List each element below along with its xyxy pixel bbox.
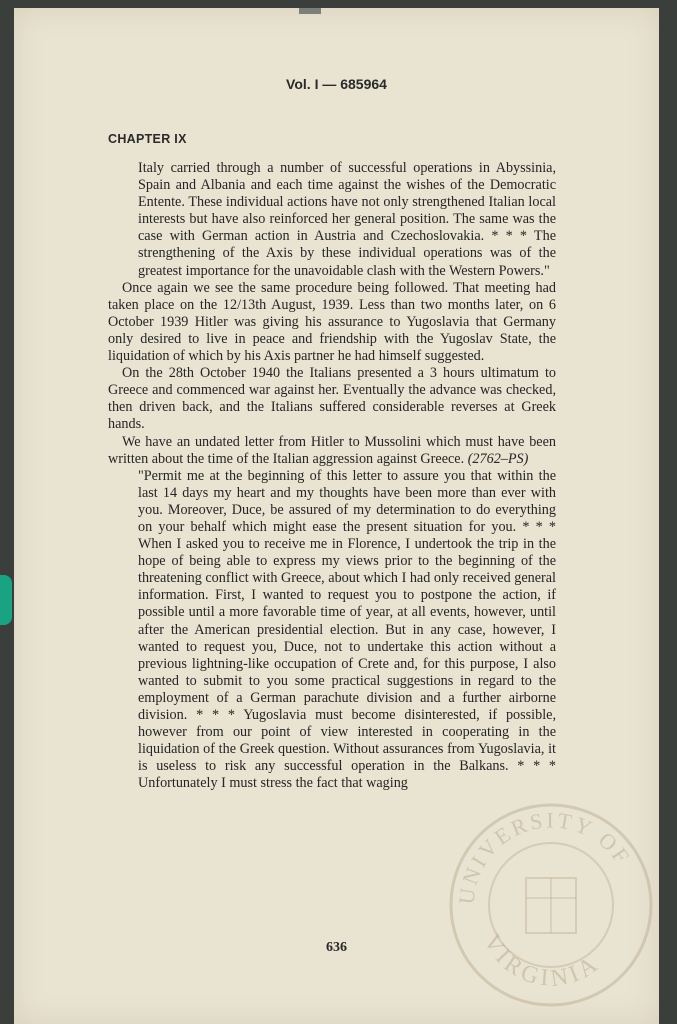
document-page	[14, 8, 659, 1024]
page-number: 636	[326, 940, 347, 955]
seal-text-top: UNIVERSITY OF	[453, 807, 637, 906]
page-clip	[299, 8, 321, 14]
body-paragraph-3: On the 28th October 1940 the Italians presented a 3 hours ultimatum to Greece and commenced war against her. Eventually the advance was checked, then driven back, and the Italians suffered considerable reverses at Greek hands.	[108, 365, 556, 433]
body-paragraph-4-text: We have an undated letter from Hitler to Mussolini which must have been written about the time of the Italian aggression against Greece.	[108, 433, 556, 467]
quote-paragraph-1: Italy carried through a number of successful operations in Abyssinia, Spain and Albania and each time against the wishes of the Democratic Entente. These individual actions have not only strengthened Italian local interests but have also reinforced her general position. The same was the case with German action in Austria and Czechoslovakia. * * * The strengthening of the Axis by these individual operations was of the greatest importance for the unavoidable clash with the Western Powers."	[138, 160, 556, 279]
side-tab	[0, 575, 12, 625]
chapter-heading: CHAPTER IX	[108, 132, 187, 146]
svg-text:VIRGINIA	[478, 930, 605, 992]
citation-reference: (2762–PS)	[467, 450, 529, 467]
body-paragraph-2: Once again we see the same procedure being followed. That meeting had taken place on the 12/13th August, 1939. Less than two months later, on 6 October 1939 Hitler was giving his assurance to Yugoslavia that Germany only desired to live in peace and friendship with the Yugoslav State, the liquidation of which by his Axis partner he had himself suggested.	[108, 279, 556, 365]
body-paragraph-4	[108, 434, 556, 468]
university-seal-watermark	[444, 798, 659, 1013]
page-body	[108, 160, 556, 792]
seal-text-bottom: VIRGINIA	[478, 930, 606, 993]
volume-header: Vol. I — 685964	[286, 76, 387, 92]
quote-paragraph-5: "Permit me at the beginning of this letter to assure you that within the last 14 days my heart and my thoughts have been more than ever with you. Moreover, Duce, be assured of my determination to do everything on your behalf which might ease the present situation for you. * * * When I asked you to receive me in Florence, I undertook the trip in the hope of being able to express my views prior to the beginning of the threatening conflict with Greece, about which I had only received general information. First, I wanted to request you to postpone the action, if possible until a more favorable time of year, at all events, however, until after the American presidential election. But in any case, however, I wanted to request you, Duce, not to undertake this action without a previous lightning-like occupation of Crete and, for this purpose, I also wanted to submit to you some practical suggestions in regard to the employment of a German parachute division and a further airborne division. * * * Yugoslavia must become disinterested, if possible, however from our point of view interested in cooperating in the liquidation of the Greek question. Without assurances from Yugoslavia, it is useless to risk any successful operation in the Balkans. * * * Unfortunately I must stress the fact that waging	[138, 467, 556, 792]
